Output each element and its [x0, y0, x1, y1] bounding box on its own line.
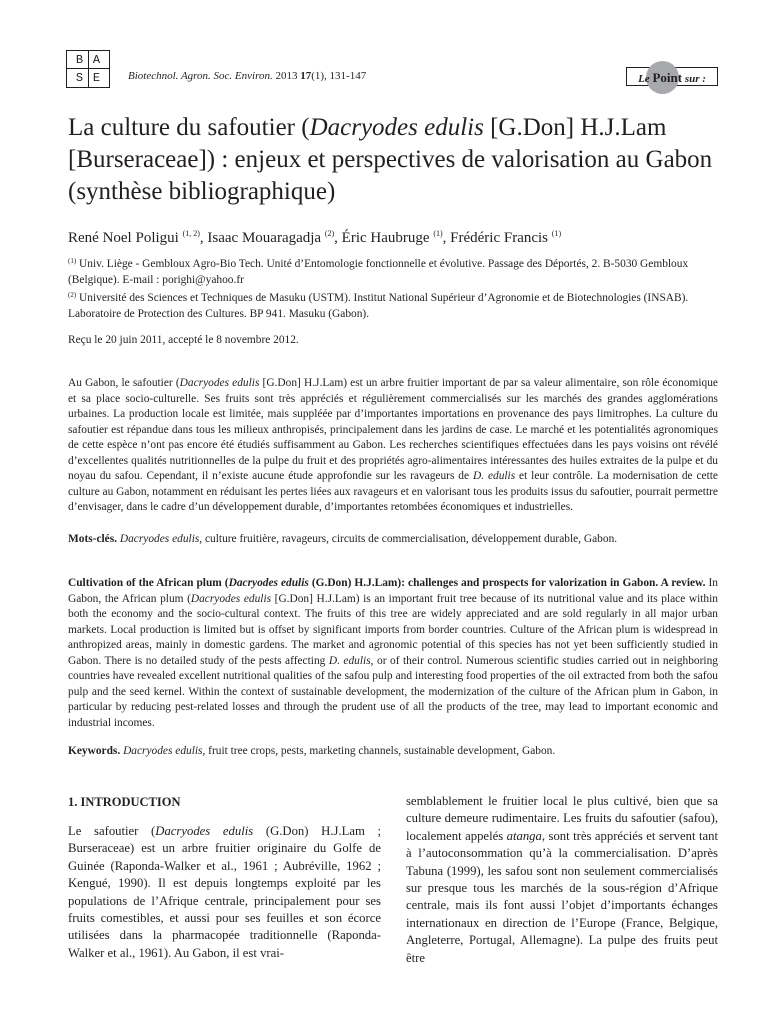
intro-text: , sont très appréciés et servent tant à l’autoconsommation qu’à la commercialisation. D’après Tabuna (1999), les safou sont non seulement commercialisés sur presque tous les marchés de la sous-région d’Afrique centrale, mais ils font aussi l’objet d’importants échanges internationaux en direction de l’Europe (France, Belgique, Angleterre, Portugal, Allemagne). La pulpe des fruits peut être — [406, 828, 718, 965]
intro-right-column — [406, 793, 718, 967]
affiliation-number: (1) — [68, 257, 77, 265]
author-affiliation: (2) — [324, 229, 335, 238]
abstract-species: D. edulis — [472, 470, 516, 483]
badge-point: Point — [652, 70, 683, 85]
badge-sur: sur : — [684, 73, 706, 85]
keywords-en — [68, 744, 718, 760]
received-date: Reçu le 20 juin 2011, accepté le 8 novembre 2012. — [68, 334, 299, 346]
author-name: Isaac Mouaragadja — [207, 230, 322, 246]
keywords-text: , culture fruitière, ravageurs, circuits de commercialisation, développement durable, Gabon. — [199, 533, 618, 545]
intro-text: Le safoutier ( — [68, 824, 156, 838]
affiliation-item — [68, 254, 718, 288]
logo-letter: E — [92, 71, 101, 85]
title-text: [G.Don] H.J.Lam [Burseraceae]) : enjeux et perspectives de valorisation au Gabon (synthèse bibliographique) — [68, 114, 713, 205]
abstract-en — [68, 576, 718, 731]
author-name: René Noel Poligui — [68, 230, 179, 246]
abstract-text: et leur contrôle. La modernisation de cette culture au Gabon, notamment en réduisant les pertes liées aux ravageurs et en valorisant tous les produits issus du safoutier, pourrait permettre d’envisager, dans le cadre d’un développement durable, d’importantes retombées économiques et industrielles. — [68, 470, 718, 514]
abstract-species: D. edulis — [328, 654, 371, 667]
author-name: Éric Haubruge — [341, 230, 430, 246]
journal-volume: 17 — [300, 70, 312, 82]
intro-text: (G.Don) H.J.Lam ; Burseraceae) est un arbre fruitier originaire du Golfe de Guinée (Raponda-Walker et al., 1961 ; Aubréville, 1962 ; Kengué, 1990). Il est depuis longtemps exploité par les populations de l’Afrique centrale, principalement pour ses fruits comestibles, et aussi pour ses feuilles et son écorce utilisées dans la pharmacopée traditionnelle (Raponda-Walker et al., 1961). Au Gabon, il est vrai- — [68, 824, 381, 960]
abstract-text: [G.Don] H.J.Lam) is an important fruit tree because of its nutritional value and its place within both the economy and the socio-cultural context. The fruits of this tree are widely appreciated and are sold regularly in all major urban markets. Local production is limited but is offset by significant imports from border countries. Culture of the African plum is widespread in anthropized areas, mainly in domestic gardens. The market and agronomic potential of this species has not yet been sufficiently studied in Gabon. There is no detailed study of the pests affecting — [68, 592, 718, 667]
base-logo — [66, 50, 110, 88]
affiliation-text: Université des Sciences et Techniques de Masuku (USTM). Institut National Supérieur d’Agronomie et de Biotechnologies (INSAB). Laboratoire de Protection des Cultures. BP 941. Masuku (Gabon). — [68, 292, 689, 321]
abstract-fr — [68, 376, 718, 516]
abstract-en-title-species: Dacryodes edulis — [228, 577, 309, 589]
abstract-en-title — [68, 577, 705, 589]
keywords-species: Dacryodes edulis — [123, 745, 203, 757]
affiliation-text: Univ. Liège - Gembloux Agro-Bio Tech. Unité d’Entomologie fonctionnelle et évolutive. Passage des Déportés, 2. B-5030 Gembloux (Belgique). E-mail : porighi@yahoo.fr — [68, 258, 689, 286]
logo-letter: A — [92, 53, 101, 67]
abstract-text: In Gabon, the African plum ( — [68, 577, 718, 605]
keywords-text: , fruit tree crops, pests, marketing channels, sustainable development, Gabon. — [202, 745, 556, 757]
article-title — [68, 112, 718, 208]
abstract-species: Dacryodes edulis — [179, 377, 260, 389]
journal-issue-pages: (1), 131-147 — [311, 70, 367, 82]
keywords-species: Dacryodes edulis — [119, 533, 200, 545]
journal-name: Biotechnol. Agron. Soc. Environ. — [128, 70, 273, 82]
author-name: Frédéric Francis — [450, 230, 549, 246]
author-affiliation: (1) — [551, 229, 562, 238]
intro-text: semblablement le fruitier local le plus cultivé, bien que sa culture demeure rudimentaire. Les fruits du safoutier (safou), localement appelés — [406, 794, 718, 843]
badge-le: Le — [638, 73, 650, 85]
le-point-sur-badge — [626, 67, 718, 86]
author-separator: , — [442, 230, 451, 246]
abstract-text: [G.Don] H.J.Lam) est un arbre fruitier important de par sa valeur alimentaire, son rôle économique et sa place socio-culturelle. Ses fruits sont très appréciés et régulièrement commercialisés sur les marchés des grandes agglomérations urbaines. La production locale est limitée, mais suppléée par d’importantes importations en provenance des pays limitrophes. La culture du safoutier est répandue dans tous les milieux anthropisés, principalement dans les jardins de case. Le marché et les potentialités agronomiques de cette espèce n’ont pas encore été étudiés suffisamment au Gabon. Les recherches scientifiques effectuées dans les pays voisins ont révélé d’excellentes qualités nutritionnelles de la pulpe du fruit et des propriétés agro-alimentaires intéressantes des huiles extraites de la pulpe et du noyau du safou. Cependant, il n’existe aucune étude approfondie sur les ravageurs de — [68, 377, 718, 483]
affiliation-number: (2) — [68, 291, 77, 300]
abstract-text: Au Gabon, le safoutier ( — [68, 377, 180, 389]
keywords-fr — [68, 532, 718, 548]
intro-left-column — [68, 823, 381, 962]
author-list — [68, 224, 728, 248]
intro-species: Dacryodes edulis — [155, 824, 254, 838]
journal-year: 2013 — [275, 70, 298, 82]
abstract-species: Dacryodes edulis — [190, 592, 272, 605]
keywords-label: Keywords. — [68, 745, 121, 757]
logo-letter: B — [75, 53, 84, 67]
journal-reference — [128, 70, 366, 82]
logo-letter: S — [75, 71, 84, 85]
abstract-en-title-text: Cultivation of the African plum ( — [68, 577, 229, 589]
abstract-en-title-text: (G.Don) H.J.Lam): challenges and prospects for valorization in Gabon. A review. — [308, 577, 706, 589]
intro-local-name: atanga — [506, 828, 542, 843]
author-separator: , — [334, 230, 342, 246]
author-separator: , — [199, 230, 208, 246]
title-species: Dacryodes edulis — [309, 114, 484, 141]
affiliations — [68, 254, 718, 323]
affiliation-item — [68, 288, 718, 322]
author-affiliation: (1) — [433, 229, 443, 238]
keywords-label: Mots-clés. — [68, 533, 118, 545]
abstract-text: , or of their control. Numerous scientific studies carried out in neighboring countries have revealed excellent nutritional qualities of the safou pulp and interesting food properties of the oil extracted from both the safou pulp and the seed kernel. Within the context of sustainable development, the modernization of the culture of the African plum in Gabon, in particular by reducing pest-related losses and through the prudent use of all the products of the tree, may lead to important economic and industrial incomes. — [68, 654, 718, 729]
section-heading-introduction: 1. INTRODUCTION — [68, 795, 181, 809]
author-affiliation: (1, 2) — [182, 229, 200, 238]
title-text: La culture du safoutier ( — [68, 114, 310, 141]
